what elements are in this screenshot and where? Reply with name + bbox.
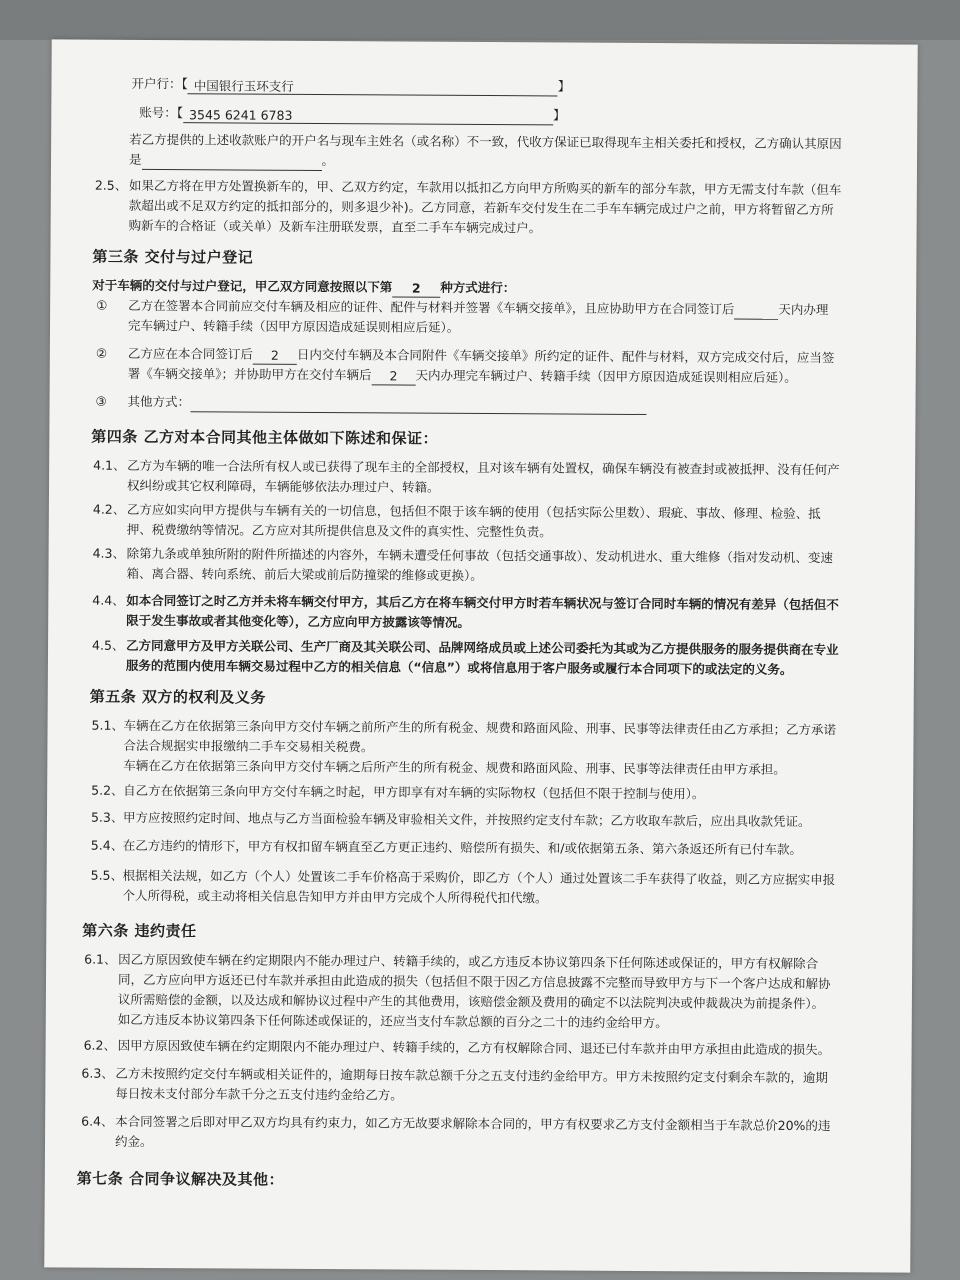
section-5-title: 第五条 双方的权利及义务 (89, 687, 267, 707)
clause-2-5-number: 2.5、 (94, 177, 128, 193)
clause-5-3-text: 甲方应按照约定时间、地点与乙方当面检验车辆及审验相关文件，并按照约定支付车款；乙方收取车款后，应出具收款凭证。 (122, 809, 811, 830)
clause-4-1-number: 4.1、 (93, 457, 126, 473)
clause-5-2-text: 自乙方在依据第三条向甲方交付车辆之时起，甲方即享有对车辆的实际物权（包括但不限于控制与使用）。 (123, 782, 705, 802)
option-3-text: 其他方式： (127, 392, 646, 415)
clause-5-5-number: 5.5、 (90, 867, 124, 883)
clause-5-4-number: 5.4、 (90, 837, 124, 853)
clause-5-3-number: 5.3、 (90, 809, 124, 825)
section-3-title: 第三条 交付与过户登记 (92, 247, 254, 267)
clause-6-3-number: 6.3、 (81, 1065, 114, 1081)
clause-4-4-number: 4.4、 (92, 592, 125, 608)
clause-6-2-text: 因甲方原因致使车辆在约定期限内不能办理过户、转籍手续的，乙方有权解除合同、退还已付车款并由甲方承担由此造成的损失。 (117, 1037, 831, 1058)
account-row: 账号：【 3545 6241 6783 】 (139, 103, 565, 126)
clause-4-3-number: 4.3、 (92, 545, 126, 561)
clause-6-4-text: 本合同签署之后即对甲乙双方均具有约束力，如乙方无故要求解除本合同的，甲方有权要求乙方支付金额相当于车款总价20%的违 约金。 (114, 1113, 831, 1150)
option-1-number: ① (96, 297, 108, 313)
clause-4-2-text: 乙方应如实向甲方提供与车辆有关的一切信息，包括但不限于该车辆的使用（包括实际公里数）、瑕疵、事故、修理、检验、抵 押、税费缴纳等情况。乙方应对其所提供信息及文件的真实性、完整性负责。 (126, 501, 821, 540)
clause-4-4-text: 如本合同签订之时乙方并未将车辆交付甲方，其后乙方在将车辆交付甲方时若车辆状况与签订合同时车辆的情况有差异（包括但不 限于发生事故或者其他变化等），乙方应向甲方披露该等情况。 (126, 592, 839, 630)
clause-6-1-text: 因乙方原因致使车辆在约定期限内不能办理过户、转籍手续的，或乙方违反本协议第四条下任何陈述或保证的，甲方有权解除合 同，乙方应向甲方返还已付车款并承担由此造成的损失（包括但不限于因乙方信息披露不完整而导致甲方与下一个客户达成和解协 议所需赔偿的金额，以及达成和解协议过程中产生的其他费用，该赔偿金额及费用的确定不以法院判决或仲裁裁决为前提条件）。 如乙方违反本协议第四条下任何陈述或保证的，还应当支付车款总额的百分之二十的违约金给甲方。 (117, 951, 831, 1031)
account-note: 若乙方提供的上述收款账户的开户名与现车主姓名（或名称）不一致，代收方保证已取得现车主相关委托和授权，乙方确认其原因 是 。 (129, 130, 842, 174)
option-3-number: ③ (95, 393, 107, 409)
section-4-title: 第四条 乙方对本合同其他主体做如下陈述和保证： (91, 427, 439, 448)
section-3-intro: 对于车辆的交付与过户登记，甲乙双方同意按照以下第 2 种方式进行： (92, 276, 515, 299)
section-7-title: 第七条 合同争议解决及其他： (76, 1169, 285, 1189)
clause-5-1-number: 5.1、 (91, 717, 125, 733)
option-2-number: ② (95, 345, 108, 361)
clause-2-5-text: 如果乙方将在甲方处置换新车的，甲、乙双方约定，车款用以抵扣乙方向甲方所购买的新车的部分车款，甲方无需支付车款（但车 款超出或不足双方约定的抵扣部分的，则多退少补)。乙方同意，若新车交付发生在二手车车辆完成过户之前，甲方将暂留乙方所 购新车的合格证（或关单）及新车注册联发票，直至二手车车辆完成过户。 (128, 177, 842, 236)
contract-page (44, 39, 917, 1272)
clause-6-1-number: 6.1、 (84, 951, 117, 967)
bank-field: 中国银行玉环支行 (188, 76, 558, 96)
clause-4-3-text: 除第九条或单独所附的附件所描述的内容外，车辆未遭受任何事故（包括交通事故）、发动机进水、重大维修（指对发动机、变速 箱、离合器、转向系统、前后大梁或前后防撞梁的维修或更换）。 (126, 545, 833, 584)
clause-5-1-text: 车辆在乙方在依据第三条向甲方交付车辆之前所产生的所有税金、规费和路面风险、刑事、民事等法律责任由乙方承担；乙方承诺 合法合规据实申报缴纳二手车交易相关税费。 车辆在乙方在依据第三条向甲方交付车辆之后所产生的所有税金、规费和路面风险、刑事、民事等法律责任由甲方承担。 (123, 717, 837, 777)
clause-4-1-text: 乙方为车辆的唯一合法所有权人或已获得了现车主的全部授权，且对该车辆有处置权，确保车辆没有被查封或被抵押、没有任何产 权纠纷或其它权利障碍，车辆能够依法办理过户、转籍。 (126, 457, 840, 495)
clause-4-5-text: 乙方同意甲方及甲方关联公司、生产厂商及其关联公司、品牌网络成员或上述公司委托为其或为乙方提供服务的服务提供商在专业 服务的范围内使用车辆交易过程中乙方的相关信息（“信息”）或将信息用于客户服务或履行本合同项下的或法定的义务。 (125, 637, 839, 677)
option-2-text: 乙方应在本合同签订后 2 日内交付车辆及本合同附件《车辆交接单》所约定的证件、配件与材料，双方完成交付后，应当签 署《车辆交接单》；并协助甲方在交付车辆后 2 天内办理完车辆过户、转籍手续（因甲方原因造成延误则相应后延）。 (127, 345, 835, 385)
clause-4-5-number: 4.5、 (92, 637, 125, 653)
clause-6-4-number: 6.4、 (81, 1113, 114, 1129)
bank-label: 开户行：【 (131, 75, 188, 92)
clause-6-3-text: 乙方未按照约定交付车辆或相关证件的，逾期每日按车款总额千分之五支付违约金给甲方。甲方未按照约定支付剩余车款的，逾期 每日按未支付部分车款千分之五支付违约金给乙方。 (115, 1065, 828, 1103)
account-label: 账号：【 (139, 104, 184, 121)
clause-6-2-number: 6.2、 (83, 1037, 117, 1053)
clause-5-4-text: 在乙方违约的情形下，甲方有权扣留车辆直至乙方更正违约、赔偿所有损失、和/或依据第五条、第六条返还所有已付车款。 (122, 837, 803, 857)
option-1-text: 乙方在签署本合同前应交付车辆及相应的证件、配件与材料并签署《车辆交接单》，且应协助甲方在合同签订后 天内办理 完车辆过户、转籍手续（因甲方原因造成延误则相应后延）。 (127, 297, 829, 335)
bank-row: 开户行：【 中国银行玉环支行 】 (131, 74, 570, 97)
clause-5-2-number: 5.2、 (91, 782, 124, 798)
section-6-title: 第六条 违约责任 (82, 921, 197, 941)
clause-4-2-number: 4.2、 (92, 501, 126, 517)
clause-5-5-text: 根据相关法规，如乙方（个人）处置该二手车价格高于采购价，即乙方（个人）通过处置该二手车获得了收益，则乙方应据实申报 个人所得税，或主动将相关信息告知甲方并由甲方完成个人所得税代扣代缴。 (122, 867, 836, 906)
account-field: 3545 6241 6783 (183, 105, 553, 125)
background-surface (0, 0, 960, 40)
